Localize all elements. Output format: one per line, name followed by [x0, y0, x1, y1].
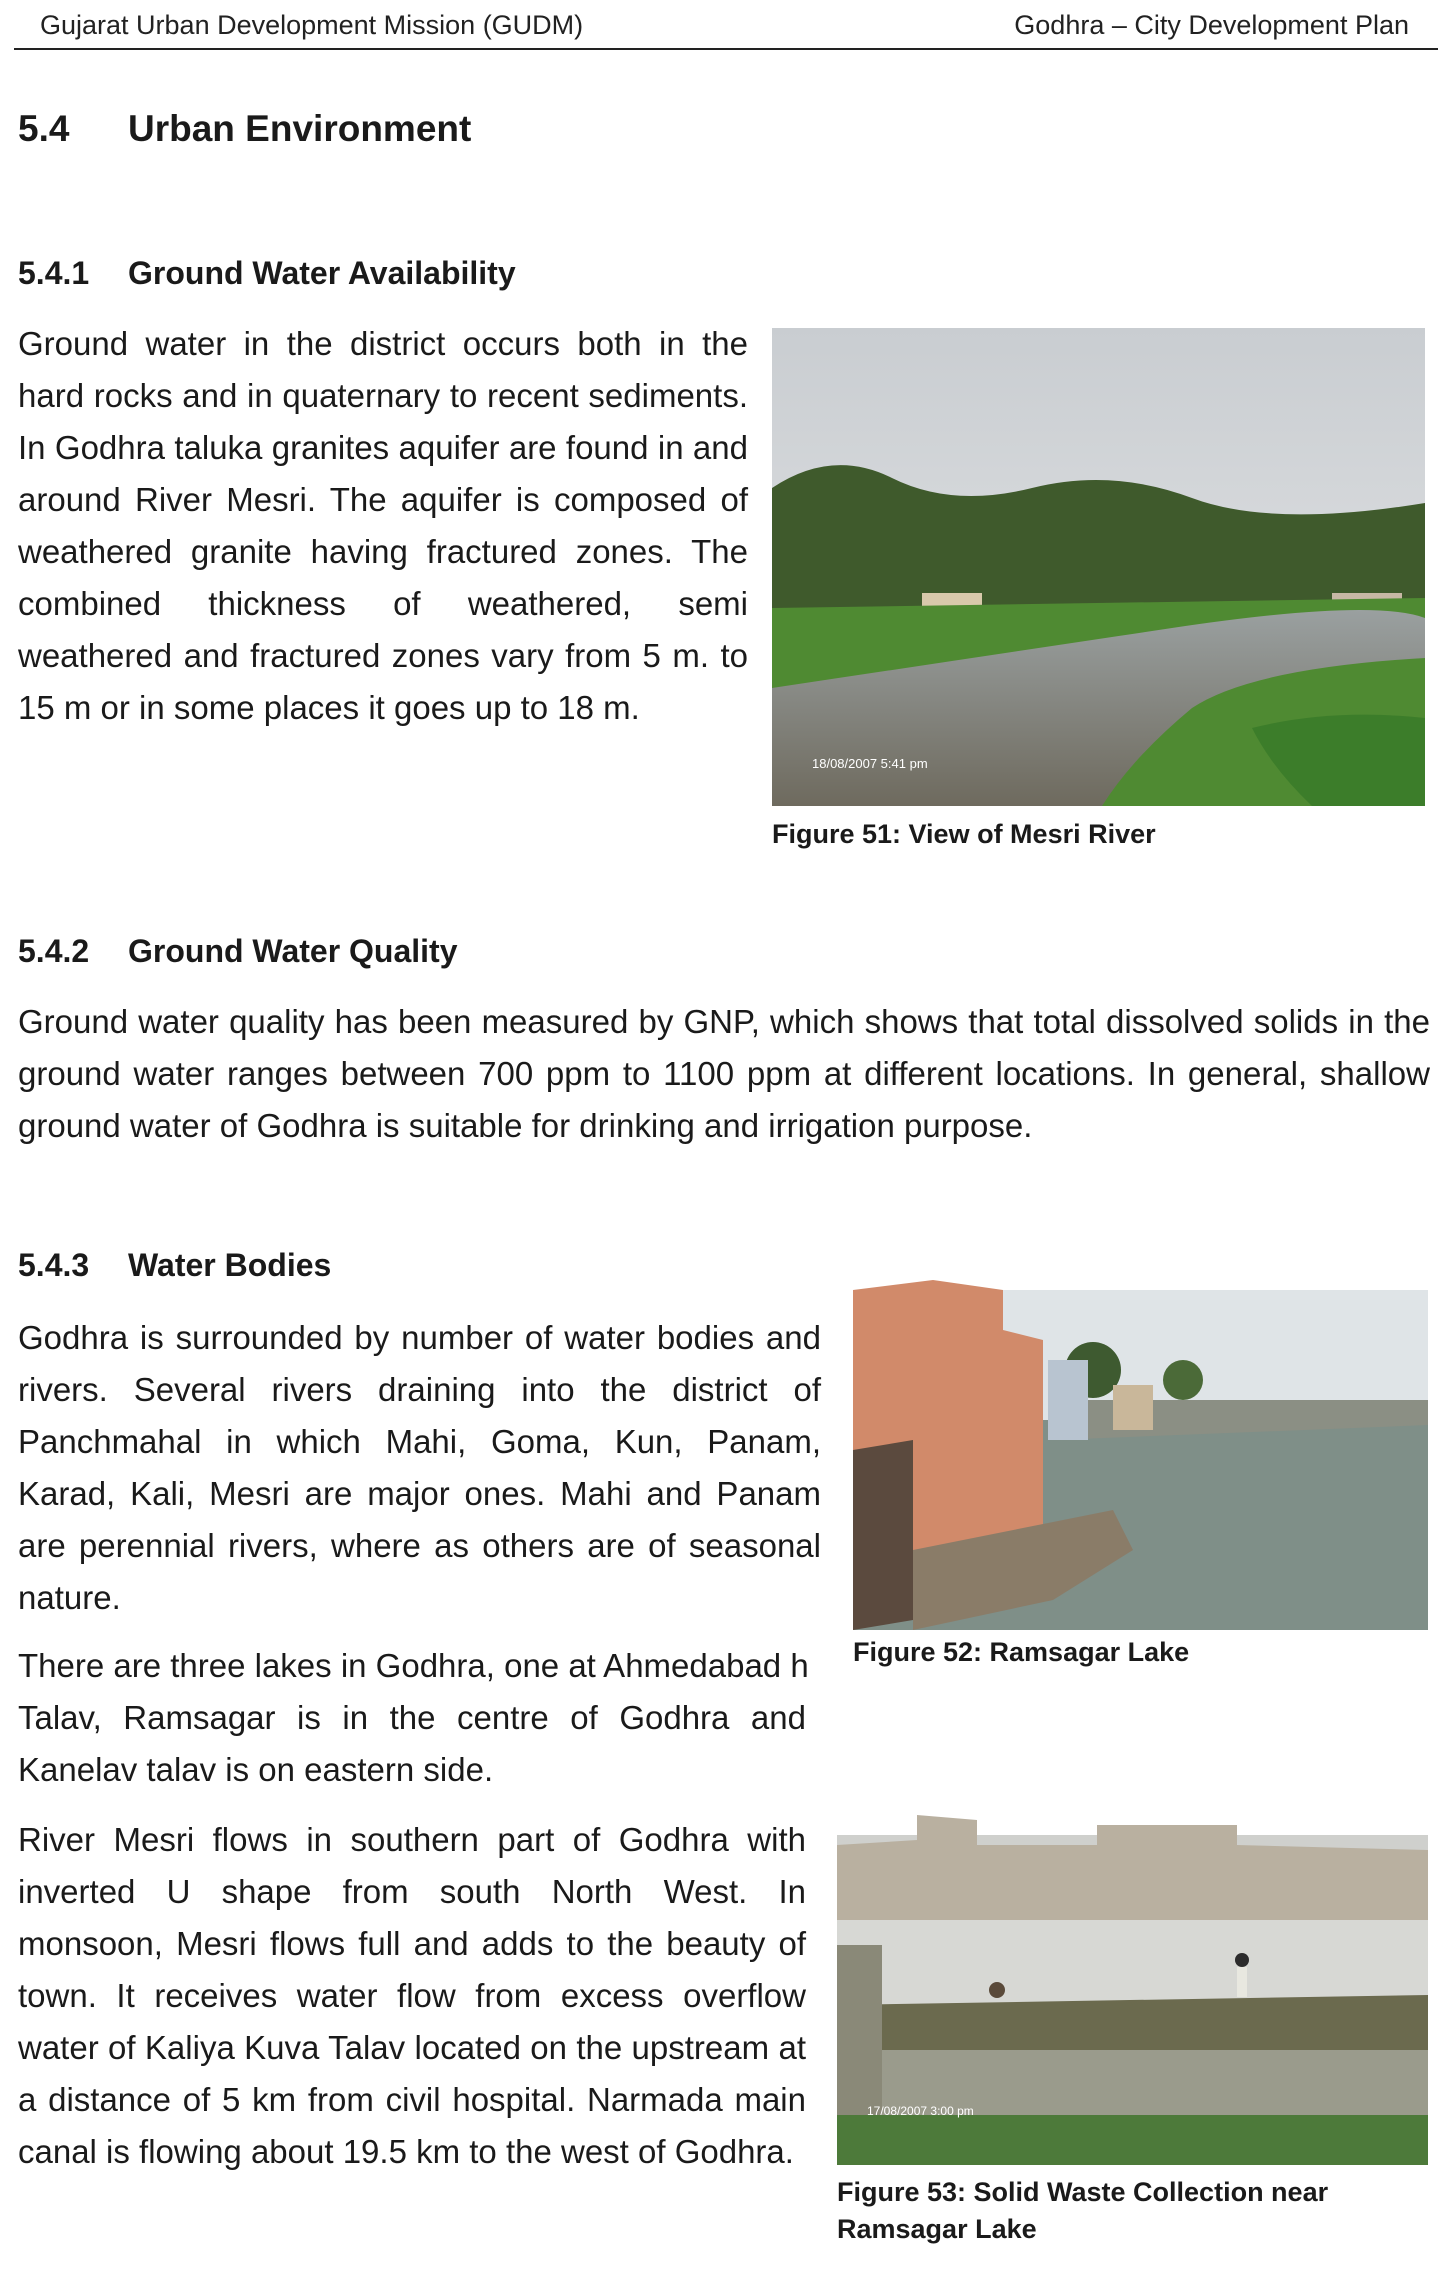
photo-timestamp: 17/08/2007 3:00 pm [867, 2104, 974, 2118]
subsection-title: Water Bodies [128, 1247, 332, 1283]
header-divider [14, 48, 1438, 50]
mesri-river-photo [772, 328, 1425, 806]
subsection-title: Ground Water Quality [128, 933, 458, 969]
solid-waste-photo [837, 1795, 1428, 2165]
figure-51-caption: Figure 51: View of Mesri River [772, 819, 1156, 849]
section-number: 5.4 [18, 108, 70, 149]
subsection-title: Ground Water Availability [128, 255, 516, 291]
subsection-number: 5.4.1 [18, 255, 90, 291]
subsection-number: 5.4.3 [18, 1247, 90, 1283]
photo-timestamp: 18/08/2007 5:41 pm [812, 756, 928, 771]
paragraph-lakes-line-2: Talav, Ramsagar is in the centre of Godhra and Kanelav talav is on eastern side. [18, 1699, 806, 1788]
figure-52-caption: Figure 52: Ramsagar Lake [853, 1637, 1190, 1667]
subsection-heading-5-4-1 [18, 255, 516, 292]
page-header-left: Gujarat Urban Development Mission (GUDM) [40, 10, 584, 40]
subsection-number: 5.4.2 [18, 933, 90, 969]
figure-53-caption: Figure 53: Solid Waste Collection near Ramsagar Lake [837, 2177, 1329, 2244]
paragraph-ground-water-quality: Ground water quality has been measured by GNP, which shows that total dissolved solids in the ground water ranges between 700 ppm to 1100 ppm at different locations. In general, shallow ground water of Godhra is suitable for drinking and irrigation purpose. [18, 1003, 1430, 1144]
paragraph-water-bodies: Godhra is surrounded by number of water bodies and rivers. Several rivers draining into the district of Panchmahal in which Mahi, Goma, Kun, Panam, Karad, Kali, Mesri are major ones. Mahi and Panam are perennial rivers, where as others are of seasonal nature. [18, 1319, 821, 1616]
paragraph-river-mesri: River Mesri flows in southern part of Godhra with inverted U shape from south North West. In monsoon, Mesri flows full and adds to the beauty of town. It receives water flow from excess overflow water of Kaliya Kuva Talav located on the upstream at a distance of 5 km from civil hospital. Narmada main canal is flowing about 19.5 km to the west of Godhra. [18, 1821, 806, 2170]
section-heading [18, 108, 471, 150]
section-title: Urban Environment [128, 108, 472, 149]
ramsagar-lake-photo [853, 1250, 1428, 1630]
subsection-heading-5-4-2 [18, 933, 458, 970]
paragraph-lakes-line-1: There are three lakes in Godhra, one at Ahmedabad h [18, 1647, 809, 1684]
subsection-heading-5-4-3 [18, 1247, 331, 1284]
page-header-right: Godhra – City Development Plan [1014, 10, 1409, 40]
paragraph-ground-water-availability: Ground water in the district occurs both in the hard rocks and in quaternary to recent sediments. In Godhra taluka granites aquifer are found in and around River Mesri. The aquifer is composed of weathered granite having fractured zones. The combined thickness of weathered, semi weathered and fractured zones vary from 5 m. to 15 m or in some places it goes up to 18 m. [18, 325, 748, 726]
